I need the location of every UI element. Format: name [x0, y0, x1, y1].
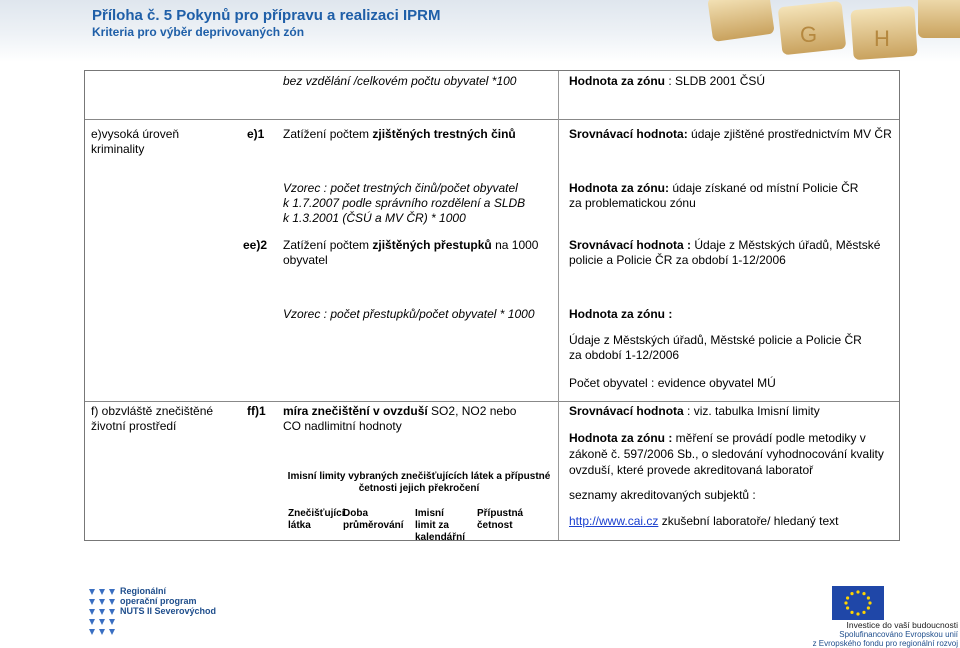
- indicator-ee2: ee)2: [243, 238, 268, 252]
- keyboard-keys-image: [700, 0, 960, 62]
- limits-header-averaging: Doba průměrování: [343, 508, 404, 531]
- indicator-ff1-zone-value: Hodnota za zónu : měření se provádí podle metodiky v zákoně č. 597/2006 Sb., o sledování vyhodnocování kvality ovzduší, které provede akreditovaná laboratoř: [569, 431, 884, 477]
- criterion-e: e)vysoká úroveň kriminality: [91, 127, 180, 156]
- rop-logo-icon: [86, 585, 120, 639]
- document-title: Příloha č. 5 Pokynů pro přípravu a realizaci IPRM: [92, 7, 441, 24]
- indicator-ff1-comparison: Srovnávací hodnota : viz. tabulka Imisní limity: [569, 404, 820, 418]
- cai-link[interactable]: http://www.cai.cz: [569, 514, 659, 528]
- indicator-e1-zone-value: Hodnota za zónu: údaje získané od místní Policie ČR za problematickou zónu: [569, 181, 859, 210]
- criterion-f: f) obzvláště znečištěné životní prostředí: [91, 404, 214, 433]
- row0-value: Hodnota za zónu : SLDB 2001 ČSÚ: [569, 74, 766, 88]
- accredited-subjects-label: seznamy akreditovaných subjektů :: [569, 488, 756, 502]
- svg-text:G: G: [800, 22, 818, 47]
- indicator-ff1-description: míra znečištění v ovzduší SO2, NO2 nebo CO nadlimitní hodnoty: [283, 404, 517, 433]
- indicator-ee2-description: Zatížení počtem zjištěných přestupků na 1000 obyvatel: [283, 238, 539, 267]
- indicator-ee2-zone-label: Hodnota za zónu :: [569, 307, 673, 321]
- limits-header-frequency: Přípustná četnost: [477, 508, 524, 531]
- row-divider: [85, 401, 899, 402]
- emission-limits-caption: Imisní limity vybraných znečišťujících látek a přípustné četnosti jejich překročení: [287, 471, 551, 494]
- indicator-ee2-comparison: Srovnávací hodnota : Údaje z Městských úřadů, Městské policie a Policie ČR za období 1-12/2006: [569, 238, 881, 267]
- indicator-ee2-formula: Vzorec : počet přestupků/počet obyvatel * 1000: [283, 307, 535, 321]
- document-subtitle: Kriteria pro výběr deprivovaných zón: [92, 25, 305, 39]
- indicator-e1-comparison: Srovnávací hodnota: údaje zjištěné prostřednictvím MV ČR: [569, 127, 892, 141]
- limits-header-limit: Imisní limit za kalendářní: [415, 508, 466, 543]
- indicator-ff1: ff)1: [247, 404, 266, 418]
- limits-header-pollutant: Znečišťující látka: [288, 508, 345, 531]
- indicator-e1-formula: Vzorec : počet trestných činů/počet obyvatel k 1.7.2007 podle správního rozdělení a SLDB k 1.3.2001 (ČSÚ a MV ČR) * 1000: [283, 181, 526, 225]
- column-divider: [558, 71, 559, 540]
- indicator-ee2-zone-sources: Údaje z Městských úřadů, Městské policie a Policie ČR za období 1-12/2006: [569, 333, 862, 362]
- indicator-e1: e)1: [247, 127, 265, 141]
- criteria-table: [84, 70, 900, 541]
- svg-text:H: H: [874, 26, 890, 51]
- rop-logo-text: Regionální operační program NUTS II Severovýchod: [120, 586, 217, 616]
- accredited-subjects-link-line: http://www.cai.cz zkušební laboratoře/ hledaný text: [569, 514, 839, 528]
- row-divider: [85, 119, 899, 120]
- indicator-e1-description: Zatížení počtem zjištěných trestných činů: [283, 127, 516, 141]
- indicator-ee2-population: Počet obyvatel : evidence obyvatel MÚ: [569, 376, 776, 390]
- eu-funding-text: Investice do vaší budoucnosti Spolufinancováno Evropskou unií z Evropského fondu pro regionální rozvoj: [812, 620, 958, 648]
- header-banner: [0, 0, 960, 62]
- row0-formula: bez vzdělání /celkovém počtu obyvatel *100: [283, 74, 517, 88]
- eu-flag-icon: [832, 586, 884, 620]
